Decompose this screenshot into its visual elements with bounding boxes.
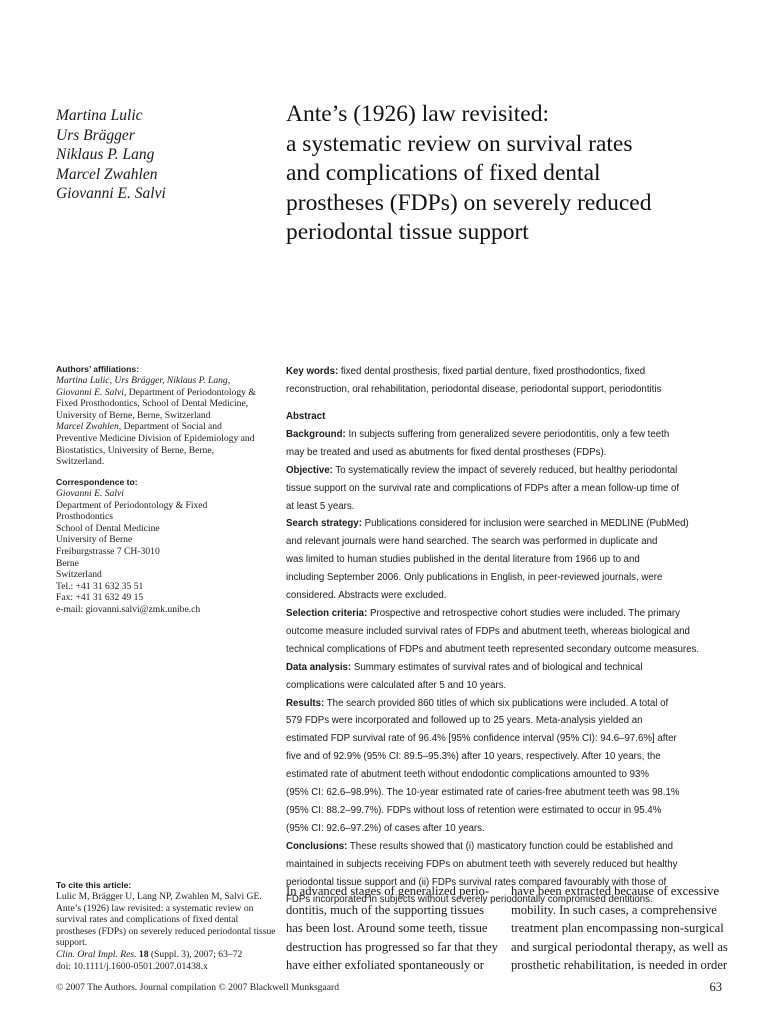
page-number: 63 <box>709 980 722 994</box>
affiliation-line: Biostatistics, University of Berne, Berne, <box>56 444 215 456</box>
citation-heading: To cite this article: <box>56 880 132 890</box>
body-line: prosthetic rehabilitation, is needed in order <box>511 958 728 972</box>
abstract-line: Objective: To systematically review the impact of severely reduced, but healthy periodontal <box>286 464 678 476</box>
citation-block <box>56 880 276 972</box>
email-address[interactable]: e-mail: giovanni.salvi@zmk.unibe.ch <box>56 603 201 615</box>
citation-line: Ante’s (1926) law revisited: a systematic review on <box>56 902 254 914</box>
body-line: have either exfoliated spontaneously or <box>286 958 484 972</box>
author-name: Niklaus P. Lang <box>56 146 155 163</box>
abstract-line: estimated rate of abutment teeth without endodontic complications amounted to 93% <box>286 769 649 781</box>
body-line: dontitis, much of the supporting tissues <box>286 902 484 917</box>
correspondence-block <box>56 477 266 616</box>
body-column-right <box>511 882 728 975</box>
section-label: Objective: <box>286 464 333 476</box>
title-line: a systematic review on survival rates <box>286 130 633 157</box>
author-name: Marcel Zwahlen <box>56 165 158 183</box>
author-name: Giovanni E. Salvi <box>56 185 166 202</box>
correspondence-line: Berne <box>56 557 79 569</box>
body-line: treatment plan encompassing non-surgical <box>511 921 724 935</box>
abstract-line: technical complications of FDPs and abutment teeth represented secondary outcome measures. <box>286 643 700 655</box>
abstract-line: (95% CI: 88.2–99.7%). FDPs without loss of retention were estimated to occur in 95.4% <box>286 804 662 816</box>
title-line: and complications of fixed dental <box>286 160 601 186</box>
section-label: Selection criteria: <box>286 607 368 619</box>
correspondence-line: Department of Periodontology & Fixed <box>56 499 208 511</box>
citation-line: Lulic M, Brägger U, Lang NP, Zwahlen M, Salvi GE. <box>56 891 262 902</box>
section-label: Results: <box>286 697 325 709</box>
keywords-line: reconstruction, oral rehabilitation, periodontal disease, periodontal support, periodontitis <box>286 383 662 395</box>
author-name: Urs Brägger <box>56 126 135 144</box>
affiliation-line: Fixed Prosthodontics, School of Dental Medicine, <box>56 398 249 410</box>
section-label: Background: <box>286 428 346 440</box>
abstract-line: five and of 92.9% (95% CI: 89.5–95.3%) after 10 years, respectively. After 10 years, the <box>286 751 661 763</box>
abstract-line: maintained in subjects receiving FDPs on abutment teeth with severely reduced but healthy <box>286 858 678 870</box>
correspondence-line: Prosthodontics <box>56 511 114 523</box>
correspondence-line: Switzerland <box>56 569 102 581</box>
affiliations-block <box>56 364 266 468</box>
affiliation-line: Switzerland. <box>56 456 105 468</box>
abstract-line: (95% CI: 92.6–97.2%) of cases after 10 years. <box>286 822 485 834</box>
section-label: Data analysis: <box>286 661 352 673</box>
abstract-line: (95% CI: 62.6–98.9%). The 10-year estimated rate of caries-free abutment teeth was 98.1% <box>286 787 680 799</box>
abstract-line: complications were calculated after 5 and 10 years. <box>286 679 507 691</box>
abstract-line: at least 5 years. <box>286 500 355 512</box>
abstract-line: Data analysis: Summary estimates of survival rates and of biological and technical <box>286 661 643 673</box>
citation-doi[interactable]: doi: 10.1111/j.1600-0501.2007.01438.x <box>56 960 208 972</box>
fax-number: Fax: +41 31 632 49 15 <box>56 592 144 604</box>
section-label: Conclusions: <box>286 840 348 852</box>
affiliation-line: Marcel Zwahlen, Department of Social and <box>56 421 222 433</box>
correspondence-line: School of Dental Medicine <box>56 522 160 534</box>
author-list <box>56 106 266 204</box>
body-line: has been lost. Around some teeth, tissue <box>286 921 488 935</box>
title-line: Ante’s (1926) law revisited: <box>286 101 550 127</box>
keywords-block <box>286 363 722 399</box>
correspondence-line: Giovanni E. Salvi <box>56 488 124 499</box>
body-line: and surgical periodontal therapy, as well as <box>511 939 728 954</box>
abstract-line: Search strategy: Publications considered for inclusion were searched in MEDLINE (PubMed) <box>286 518 689 530</box>
body-column-left <box>286 882 498 975</box>
citation-line: support. <box>56 937 88 949</box>
correspondence-heading: Correspondence to: <box>56 477 138 487</box>
keywords-line: Key words: fixed dental prosthesis, fixed partial denture, fixed prosthodontics, fixed <box>286 366 646 377</box>
citation-line: prostheses (FDPs) on severely reduced periodontal tissue <box>56 925 276 937</box>
copyright-notice: © 2007 The Authors. Journal compilation © 2007 Blackwell Munksgaard <box>56 982 339 993</box>
abstract-line: Results: The search provided 860 titles of which six publications were included. A total of <box>286 697 669 709</box>
affiliations-heading: Authors’ affiliations: <box>56 364 140 374</box>
abstract-line: FDPs incorporated in subjects without severely periodontally compromised dentitions. <box>286 894 653 906</box>
abstract-line: was limited to human studies published in the dental literature from 1966 up to and <box>286 554 640 566</box>
abstract-line: Conclusions: These results showed that (i) masticatory function could be established and <box>286 840 673 852</box>
abstract-heading: Abstract <box>286 411 326 422</box>
affiliation-line: Giovanni E. Salvi, Department of Periodontology & <box>56 386 256 398</box>
abstract-line: tissue support on the survival rate and complications of FDPs after a mean follow-up time of <box>286 482 680 494</box>
article-title <box>286 100 726 248</box>
abstract-line: considered. Abstracts were excluded. <box>286 590 447 602</box>
body-line: In advanced stages of generalized perio- <box>286 884 490 898</box>
abstract-line: estimated FDP survival rate of 96.4% [95% confidence interval (95% CI): 94.6–97.6%] after <box>286 733 677 745</box>
body-line: mobility. In such cases, a comprehensive <box>511 902 717 917</box>
author-name: Martina Lulic <box>56 107 143 124</box>
section-label: Search strategy: <box>286 518 362 530</box>
body-line: have been extracted because of excessive <box>511 884 720 898</box>
abstract-line: may be treated and used as abutments for fixed dental prostheses (FDPs). <box>286 446 607 458</box>
telephone-number: Tel.: +41 31 632 35 51 <box>56 580 144 592</box>
affiliation-line: Preventive Medicine Division of Epidemiology and <box>56 432 255 444</box>
correspondence-line: University of Berne <box>56 534 133 546</box>
keywords-label: Key words: <box>286 366 339 377</box>
body-line: destruction has progressed so far that they <box>286 939 498 954</box>
abstract-line: periodontal tissue support and (ii) FDPs survival rates compared favourably with those of <box>286 876 667 888</box>
title-line: prostheses (FDPs) on severely reduced <box>286 189 652 216</box>
abstract-line: outcome measure included survival rates of FDPs and abutment teeth, whereas biological and <box>286 625 690 637</box>
citation-line: survival rates and complications of fixed dental <box>56 914 239 926</box>
affiliation-line: University of Berne, Berne, Switzerland <box>56 409 211 421</box>
abstract-line: 579 FDPs were incorporated and followed up to 25 years. Meta-analysis yielded an <box>286 715 643 727</box>
affiliation-line: Martina Lulic, Urs Brägger, Niklaus P. Lang, <box>56 375 231 386</box>
correspondence-line: Freiburgstrasse 7 CH-3010 <box>56 545 160 557</box>
abstract-block <box>286 408 722 909</box>
abstract-line: including September 2006. Only publications in English, in peer-reviewed journals, were <box>286 572 663 584</box>
abstract-line: and relevant journals were hand searched. The search was performed in duplicate and <box>286 536 658 548</box>
abstract-line: Selection criteria: Prospective and retrospective cohort studies were included. The primary <box>286 607 680 619</box>
citation-journal: Clin. Oral Impl. Res. 18 (Suppl. 3), 2007; 63–72 <box>56 948 243 960</box>
abstract-line: Background: In subjects suffering from generalized severe periodontitis, only a few teeth <box>286 428 670 440</box>
title-line: periodontal tissue support <box>286 219 529 245</box>
